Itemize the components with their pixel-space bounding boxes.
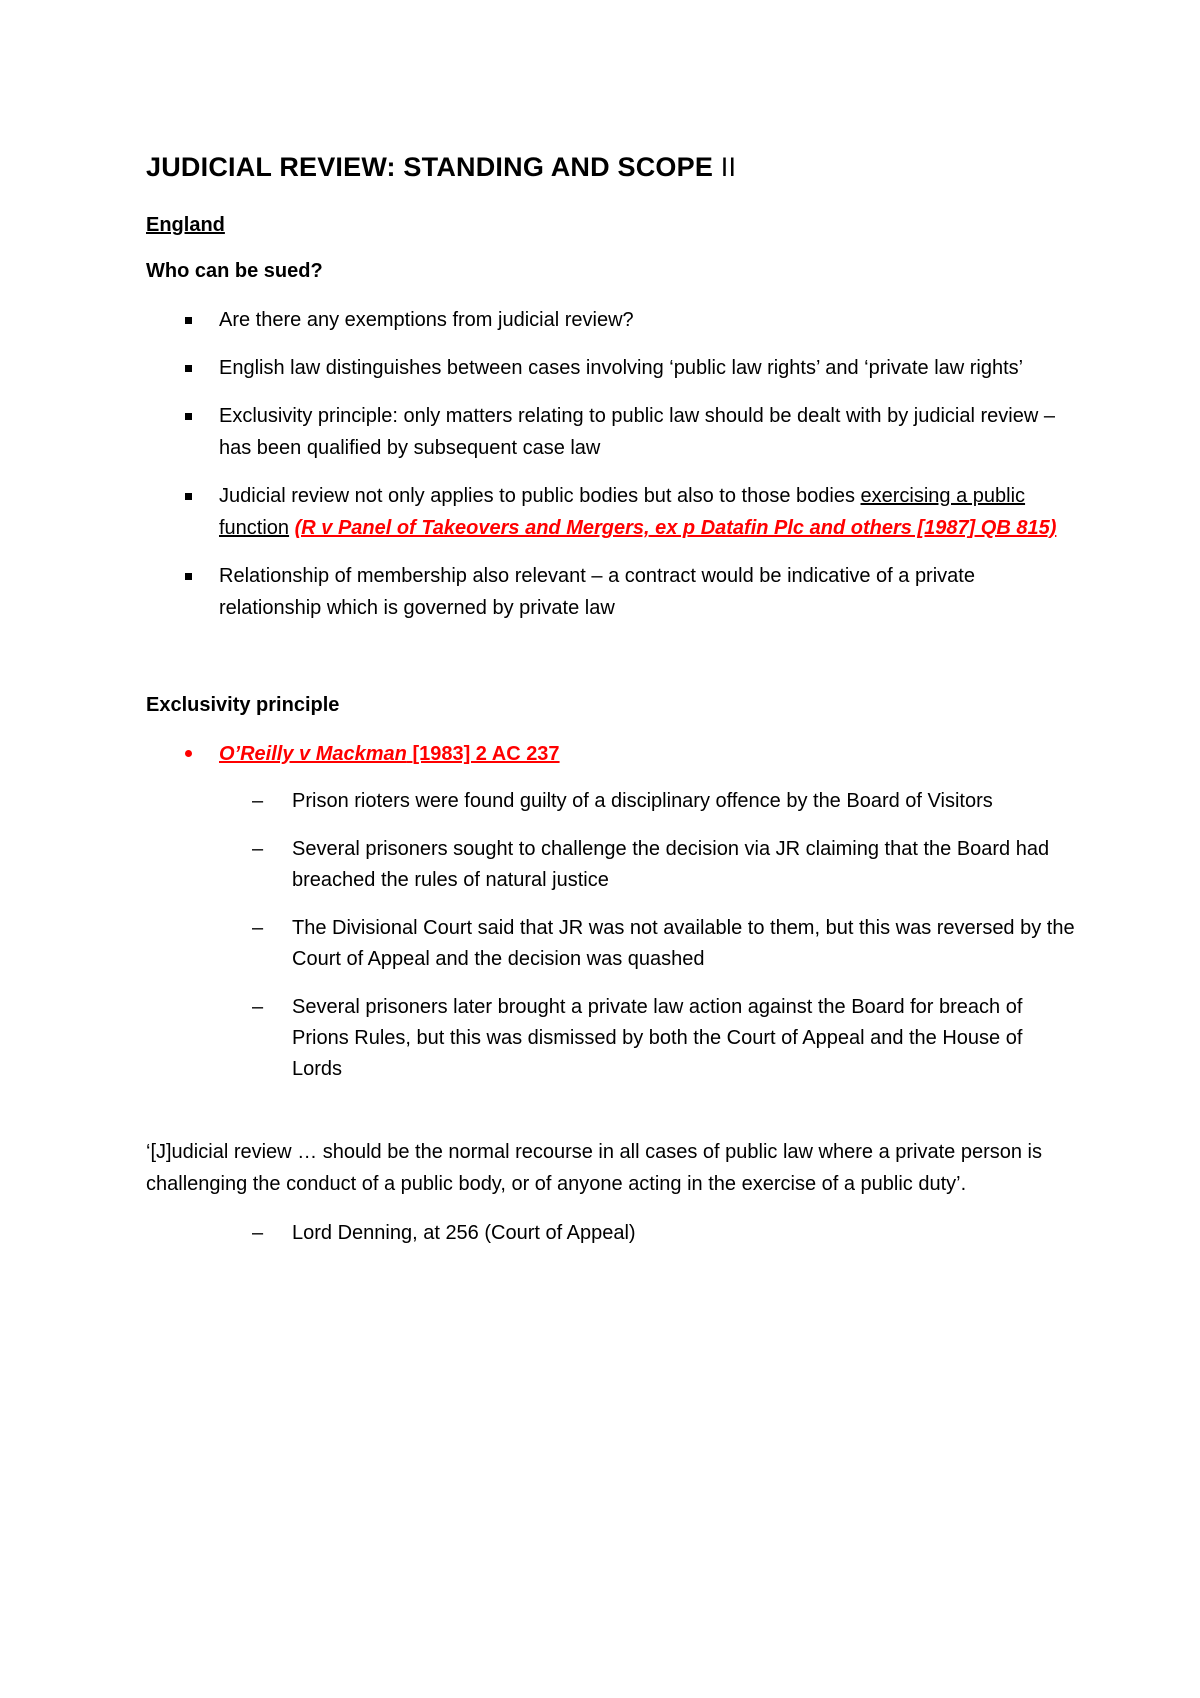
case-point-text: Several prisoners later brought a private law action against the Board for breach of Prions Rules, but this was dismissed by both the Court of Appeal and the House of Lords <box>292 996 1023 1080</box>
round-bullet-icon <box>185 750 192 757</box>
square-bullet-icon <box>185 573 192 580</box>
quote-attribution: Lord Denning, at 256 (Court of Appeal) <box>292 1222 636 1244</box>
case-point-text: The Divisional Court said that JR was not available to them, but this was reversed by the Court of Appeal and the decision was quashed <box>292 917 1075 970</box>
case-point <box>146 913 1076 975</box>
dash-bullet-icon: – <box>252 1222 264 1244</box>
dash-bullet-icon: – <box>252 996 264 1018</box>
dash-bullet-icon: – <box>252 838 264 860</box>
case-point <box>146 992 1076 1085</box>
case-point-text: Prison rioters were found guilty of a disciplinary offence by the Board of Visitors <box>292 790 993 812</box>
dash-bullet-icon: – <box>252 790 264 812</box>
case-citation: [1983] 2 AC 237 <box>412 743 560 765</box>
document-title <box>146 150 1076 184</box>
case-list <box>146 738 1076 770</box>
list-item <box>146 352 1076 384</box>
title-suffix: II <box>720 152 737 182</box>
attribution-list <box>146 1218 1076 1249</box>
case-name: O’Reilly v Mackman <box>219 743 407 765</box>
list-item-text: Relationship of membership also relevant – a contract would be indicative of a private relationship which is governed by private law <box>219 565 975 619</box>
square-bullet-icon <box>185 493 192 500</box>
list-item-text: English law distinguishes between cases involving ‘public law rights’ and ‘private law rights’ <box>219 357 1024 379</box>
list-item <box>146 400 1076 464</box>
datafin-case-reference: (R v Panel of Takeovers and Mergers, ex p Datafin Plc and others [1987] QB 815) <box>294 517 1057 539</box>
case-reference <box>219 743 560 765</box>
who-can-be-sued-list <box>146 304 1076 624</box>
list-item-text: Are there any exemptions from judicial review? <box>219 309 634 331</box>
case-point <box>146 786 1076 817</box>
list-item <box>146 304 1076 336</box>
dash-bullet-icon: – <box>252 917 264 939</box>
list-item <box>146 560 1076 624</box>
jr-text-before: Judicial review not only applies to public bodies but also to those bodies <box>219 485 861 507</box>
title-main: JUDICIAL REVIEW: STANDING AND SCOPE <box>146 152 714 182</box>
case-item <box>146 738 1076 770</box>
denning-quote: ‘[J]udicial review … should be the normal recourse in all cases of public law where a private person is challenging the conduct of a public body, or of anyone acting in the exercise of a public duty’. <box>146 1141 1042 1195</box>
list-item-text: Exclusivity principle: only matters relating to public law should be dealt with by judicial review – has been qualified by subsequent case law <box>219 405 1055 459</box>
document-page <box>146 150 1076 1266</box>
square-bullet-icon <box>185 317 192 324</box>
square-bullet-icon <box>185 365 192 372</box>
subheading-who-can-be-sued: Who can be sued? <box>146 260 323 282</box>
case-point <box>146 834 1076 896</box>
list-item <box>146 480 1076 544</box>
subheading-exclusivity-principle: Exclusivity principle <box>146 694 340 716</box>
case-point-text: Several prisoners sought to challenge the decision via JR claiming that the Board had breached the rules of natural justice <box>292 838 1050 891</box>
attribution-item <box>146 1218 1076 1249</box>
exercising-public-function-text: exercising a public function <box>219 485 1026 539</box>
square-bullet-icon <box>185 413 192 420</box>
case-points-list <box>146 786 1076 1085</box>
section-heading-england: England <box>146 214 225 236</box>
